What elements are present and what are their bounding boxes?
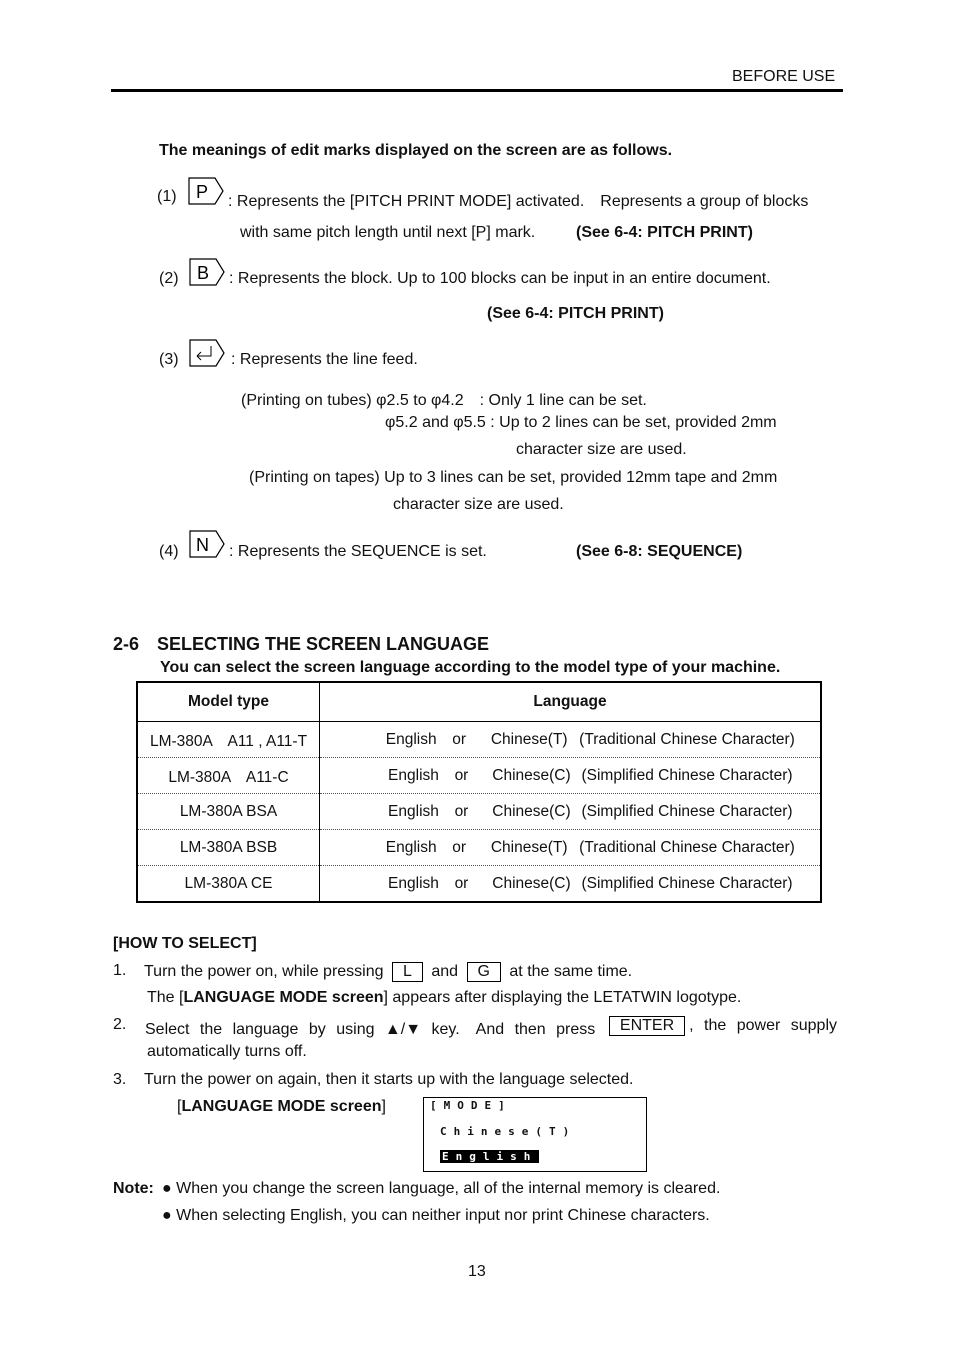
table-header-row	[137, 682, 821, 722]
lang2: Chinese(C)	[492, 874, 571, 892]
block-mark-letter: B	[197, 263, 210, 283]
mark-1-text: : Represents the [PITCH PRINT MODE] activated. Represents a group of blocks	[228, 193, 809, 210]
step-2-text: Select the language by using ▲/▼ key. And then press	[145, 1021, 596, 1038]
header-section-label: BEFORE USE	[732, 68, 836, 85]
screen-option-chinese: Chinese(T)	[440, 1125, 577, 1138]
language-mode-screen	[423, 1097, 647, 1172]
model-cell: LM-380A BSB	[137, 830, 320, 866]
language-cell	[320, 722, 822, 758]
line-feed-icon	[189, 339, 225, 367]
mark-2-reference: (See 6-4: PITCH PRINT)	[487, 305, 664, 322]
how-to-title: [HOW TO SELECT]	[113, 935, 257, 952]
section-title: 2-6 SELECTING THE SCREEN LANGUAGE	[113, 634, 490, 654]
step-2-end	[605, 1016, 837, 1039]
lang-description: (Simplified Chinese Character)	[581, 766, 793, 784]
lang2: Chinese(T)	[490, 838, 568, 856]
table-row	[137, 722, 821, 758]
key-l: L	[392, 962, 423, 982]
language-cell	[320, 866, 822, 903]
lang1: English	[385, 838, 437, 856]
mark-3-detail-1: (Printing on tubes) φ2.5 to φ4.2 : Only 1 line can be set.	[241, 392, 647, 409]
language-table	[136, 681, 822, 903]
step-1b-post: ] appears after displaying the LETATWIN logotype.	[383, 989, 742, 1006]
step-3-text: Turn the power on again, then it starts up with the language selected.	[144, 1071, 634, 1088]
lang1: English	[385, 730, 437, 748]
lang-description: (Simplified Chinese Character)	[581, 802, 793, 820]
or-word: or	[452, 730, 467, 748]
mark-3-detail-5: character size are used.	[393, 496, 564, 513]
mark-4-text: : Represents the SEQUENCE is set.	[229, 543, 487, 560]
sequence-mark-letter: N	[196, 535, 209, 555]
lang-description: (Simplified Chinese Character)	[581, 874, 793, 892]
screen-option-english-selected: English	[442, 1150, 538, 1163]
note-item-2: ● When selecting English, you can neither input nor print Chinese characters.	[162, 1207, 710, 1224]
table-row	[137, 866, 821, 903]
lang2: Chinese(T)	[490, 730, 568, 748]
mark-4-reference: (See 6-8: SEQUENCE)	[576, 543, 743, 560]
lang1: English	[388, 874, 439, 892]
lang-description: (Traditional Chinese Character)	[579, 730, 795, 748]
key-enter: ENTER	[609, 1016, 685, 1036]
step-1-text-end: at the same time.	[509, 963, 633, 980]
sequence-mark-icon	[189, 530, 225, 558]
language-cell	[320, 830, 822, 866]
note-label: Note:	[113, 1180, 154, 1197]
step-1b-pre: The [	[147, 989, 184, 1006]
mark-3-number: (3)	[159, 351, 179, 368]
pitch-mark-letter: P	[196, 182, 209, 202]
step-2-number: 2.	[113, 1016, 127, 1033]
lang2: Chinese(C)	[492, 766, 571, 784]
mark-1-number: (1)	[157, 188, 177, 205]
lang1: English	[388, 766, 439, 784]
table-row	[137, 758, 821, 794]
header-rule	[111, 89, 843, 92]
screen-label	[177, 1098, 386, 1116]
or-word: or	[452, 838, 467, 856]
lang1: English	[388, 802, 439, 820]
and-word: and	[431, 963, 459, 980]
step-2b-text: automatically turns off.	[147, 1043, 307, 1060]
lang-description: (Traditional Chinese Character)	[579, 838, 795, 856]
model-cell: LM-380A A11-C	[137, 758, 320, 794]
or-word: or	[454, 874, 469, 892]
or-word: or	[454, 802, 469, 820]
step-2-text-end: , the power supply	[689, 1017, 837, 1034]
screen-label-bold: LANGUAGE MODE screen	[181, 1098, 382, 1115]
step-1b-bold: LANGUAGE MODE screen	[183, 989, 384, 1006]
mark-1-text-continued: with same pitch length until next [P] mark.	[240, 224, 536, 241]
step-3-number: 3.	[113, 1071, 127, 1088]
language-cell	[320, 794, 822, 830]
step-2-line	[145, 1016, 837, 1039]
pitch-mark-icon	[188, 177, 224, 205]
table-row	[137, 830, 821, 866]
header-language: Language	[320, 682, 822, 722]
or-word: or	[454, 766, 469, 784]
mark-1-reference: (See 6-4: PITCH PRINT)	[576, 224, 753, 241]
mark-3-detail-2: φ5.2 and φ5.5 : Up to 2 lines can be set, provided 2mm	[385, 414, 777, 431]
section-subtitle: You can select the screen language according to the model type of your machine.	[160, 659, 781, 676]
mark-2-number: (2)	[159, 270, 179, 287]
mark-3-detail-3: character size are used.	[516, 441, 687, 458]
mark-2-text: : Represents the block. Up to 100 blocks can be input in an entire document.	[229, 270, 771, 287]
screen-label-pre: [	[177, 1098, 182, 1115]
model-cell: LM-380A BSA	[137, 794, 320, 830]
lang2: Chinese(C)	[492, 802, 571, 820]
model-cell: LM-380A CE	[137, 866, 320, 903]
model-cell: LM-380A A11 , A11-T	[137, 722, 320, 758]
step-1-number: 1.	[113, 962, 127, 979]
mark-4-number: (4)	[159, 543, 179, 560]
intro-text: The meanings of edit marks displayed on the screen are as follows.	[159, 142, 673, 159]
screen-label-post: ]	[381, 1098, 386, 1115]
step-1-text: Turn the power on, while pressing	[144, 963, 384, 980]
language-cell	[320, 758, 822, 794]
header-model-type: Model type	[137, 682, 320, 722]
mark-3-detail-4: (Printing on tapes) Up to 3 lines can be set, provided 12mm tape and 2mm	[249, 469, 778, 486]
table-row	[137, 794, 821, 830]
note-item-1: ● When you change the screen language, all of the internal memory is cleared.	[162, 1180, 721, 1197]
key-g: G	[467, 962, 501, 982]
step-1b-line	[147, 989, 741, 1007]
mark-3-text: : Represents the line feed.	[231, 351, 418, 368]
step-1-line	[144, 962, 632, 982]
page-number: 13	[468, 1263, 486, 1280]
block-mark-icon	[189, 258, 225, 286]
screen-title: [MODE]	[430, 1099, 512, 1112]
